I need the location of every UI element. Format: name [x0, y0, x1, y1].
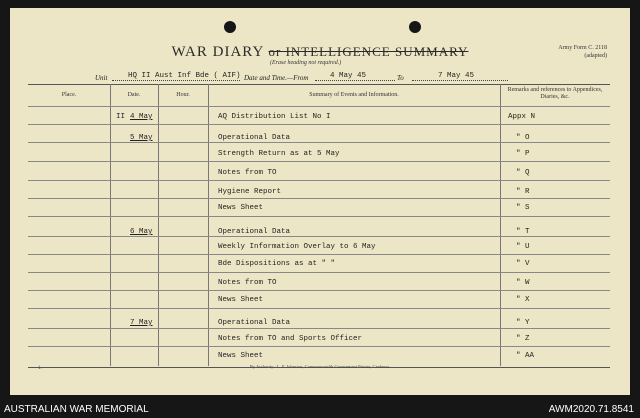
footer-number: 1. [38, 366, 42, 371]
heading-note: (Erase heading not required.) [270, 60, 342, 66]
row-summary: Notes from TO [218, 279, 277, 287]
row-summary: Strength Return as at 5 May [218, 150, 340, 158]
row-divider [28, 346, 610, 347]
row-appendix: " P [516, 150, 530, 158]
row-summary: News Sheet [218, 352, 264, 360]
date-from: 4 May 45 [330, 72, 367, 80]
row-divider [28, 290, 610, 291]
row-summary: Operational Data [218, 319, 291, 327]
row-appendix: Appx N [508, 113, 536, 121]
struck-heading: or INTELLIGENCE SUMMARY [268, 44, 469, 59]
row-divider [28, 180, 610, 181]
row-appendix: " O [516, 134, 530, 142]
row-summary: AQ Distribution List No I [218, 113, 331, 121]
row-divider [28, 161, 610, 162]
row-divider [28, 254, 610, 255]
row-date: 7 May [130, 319, 153, 327]
row-summary: Weekly Information Overlay to 6 May [218, 243, 376, 251]
row-summary: Hygiene Report [218, 188, 282, 196]
form-line2: (adapted) [584, 53, 607, 59]
unit-label: Unit [95, 74, 108, 82]
unit-dotted-line [112, 80, 240, 81]
col-header-date: Date. [127, 92, 141, 98]
row-appendix: " S [516, 204, 530, 212]
to-dotted-line [412, 80, 508, 81]
accession-number: AWM2020.71.8541 [548, 404, 634, 415]
row-date: 5 May [130, 134, 153, 142]
title-text: WAR DIARY [171, 44, 264, 60]
date-to: 7 May 45 [438, 72, 475, 80]
row-divider [28, 272, 610, 273]
row-summary: Bde Dispositions as at " " [218, 260, 336, 268]
col-divider [158, 84, 159, 366]
punch-hole [409, 21, 421, 33]
row-appendix: " X [516, 296, 530, 304]
row-divider [28, 328, 610, 329]
row-date: 4 May [130, 113, 153, 121]
from-dotted-line [315, 80, 395, 81]
col-divider [110, 84, 111, 366]
col-divider [500, 84, 501, 366]
row-summary: News Sheet [218, 204, 264, 212]
col-header-hour: Hour. [176, 92, 190, 98]
header-divider [28, 106, 610, 107]
row-divider [28, 142, 610, 143]
row-summary: Notes from TO [218, 169, 277, 177]
row-summary: News Sheet [218, 296, 264, 304]
row-divider [28, 198, 610, 199]
archive-caption: AUSTRALIAN WAR MEMORIAL [4, 404, 149, 415]
row-appendix: " Q [516, 169, 530, 177]
unit-value: HQ II Aust Inf Bde ( AIF) [128, 72, 241, 80]
form-line1: Army Form C. 2118 [558, 45, 607, 51]
printer-authority: By Authority : L. F. Johnston, Commonwealth Government Printer, Canberra. [249, 364, 391, 369]
row-appendix: " V [516, 260, 530, 268]
row-summary: Operational Data [218, 228, 291, 236]
punch-hole [224, 21, 236, 33]
form-number [558, 44, 607, 60]
row-appendix: " W [516, 279, 530, 287]
row-divider [28, 308, 610, 309]
col-header-summary: Summary of Events and Information. [309, 92, 399, 98]
page-title [0, 44, 640, 61]
row-divider [28, 216, 610, 217]
date-label: Date and Time.—From [244, 74, 309, 82]
row-date: 6 May [130, 228, 153, 236]
row-divider [28, 236, 610, 237]
row-divider [28, 124, 610, 125]
to-label: To [397, 74, 404, 82]
col-header-place: Place. [61, 92, 77, 98]
col-header-remarks: Remarks and references to Appendices, Diaries, &c. [507, 87, 603, 100]
row-appendix: " AA [516, 352, 535, 360]
col-divider [208, 84, 209, 366]
row-appendix: " U [516, 243, 530, 251]
row-summary: Notes from TO and Sports Officer [218, 335, 363, 343]
row-appendix: " R [516, 188, 530, 196]
row-prefix: II [116, 113, 126, 121]
row-appendix: " Z [516, 335, 530, 343]
row-summary: Operational Data [218, 134, 291, 142]
row-appendix: " Y [516, 319, 530, 327]
row-appendix: " T [516, 228, 530, 236]
